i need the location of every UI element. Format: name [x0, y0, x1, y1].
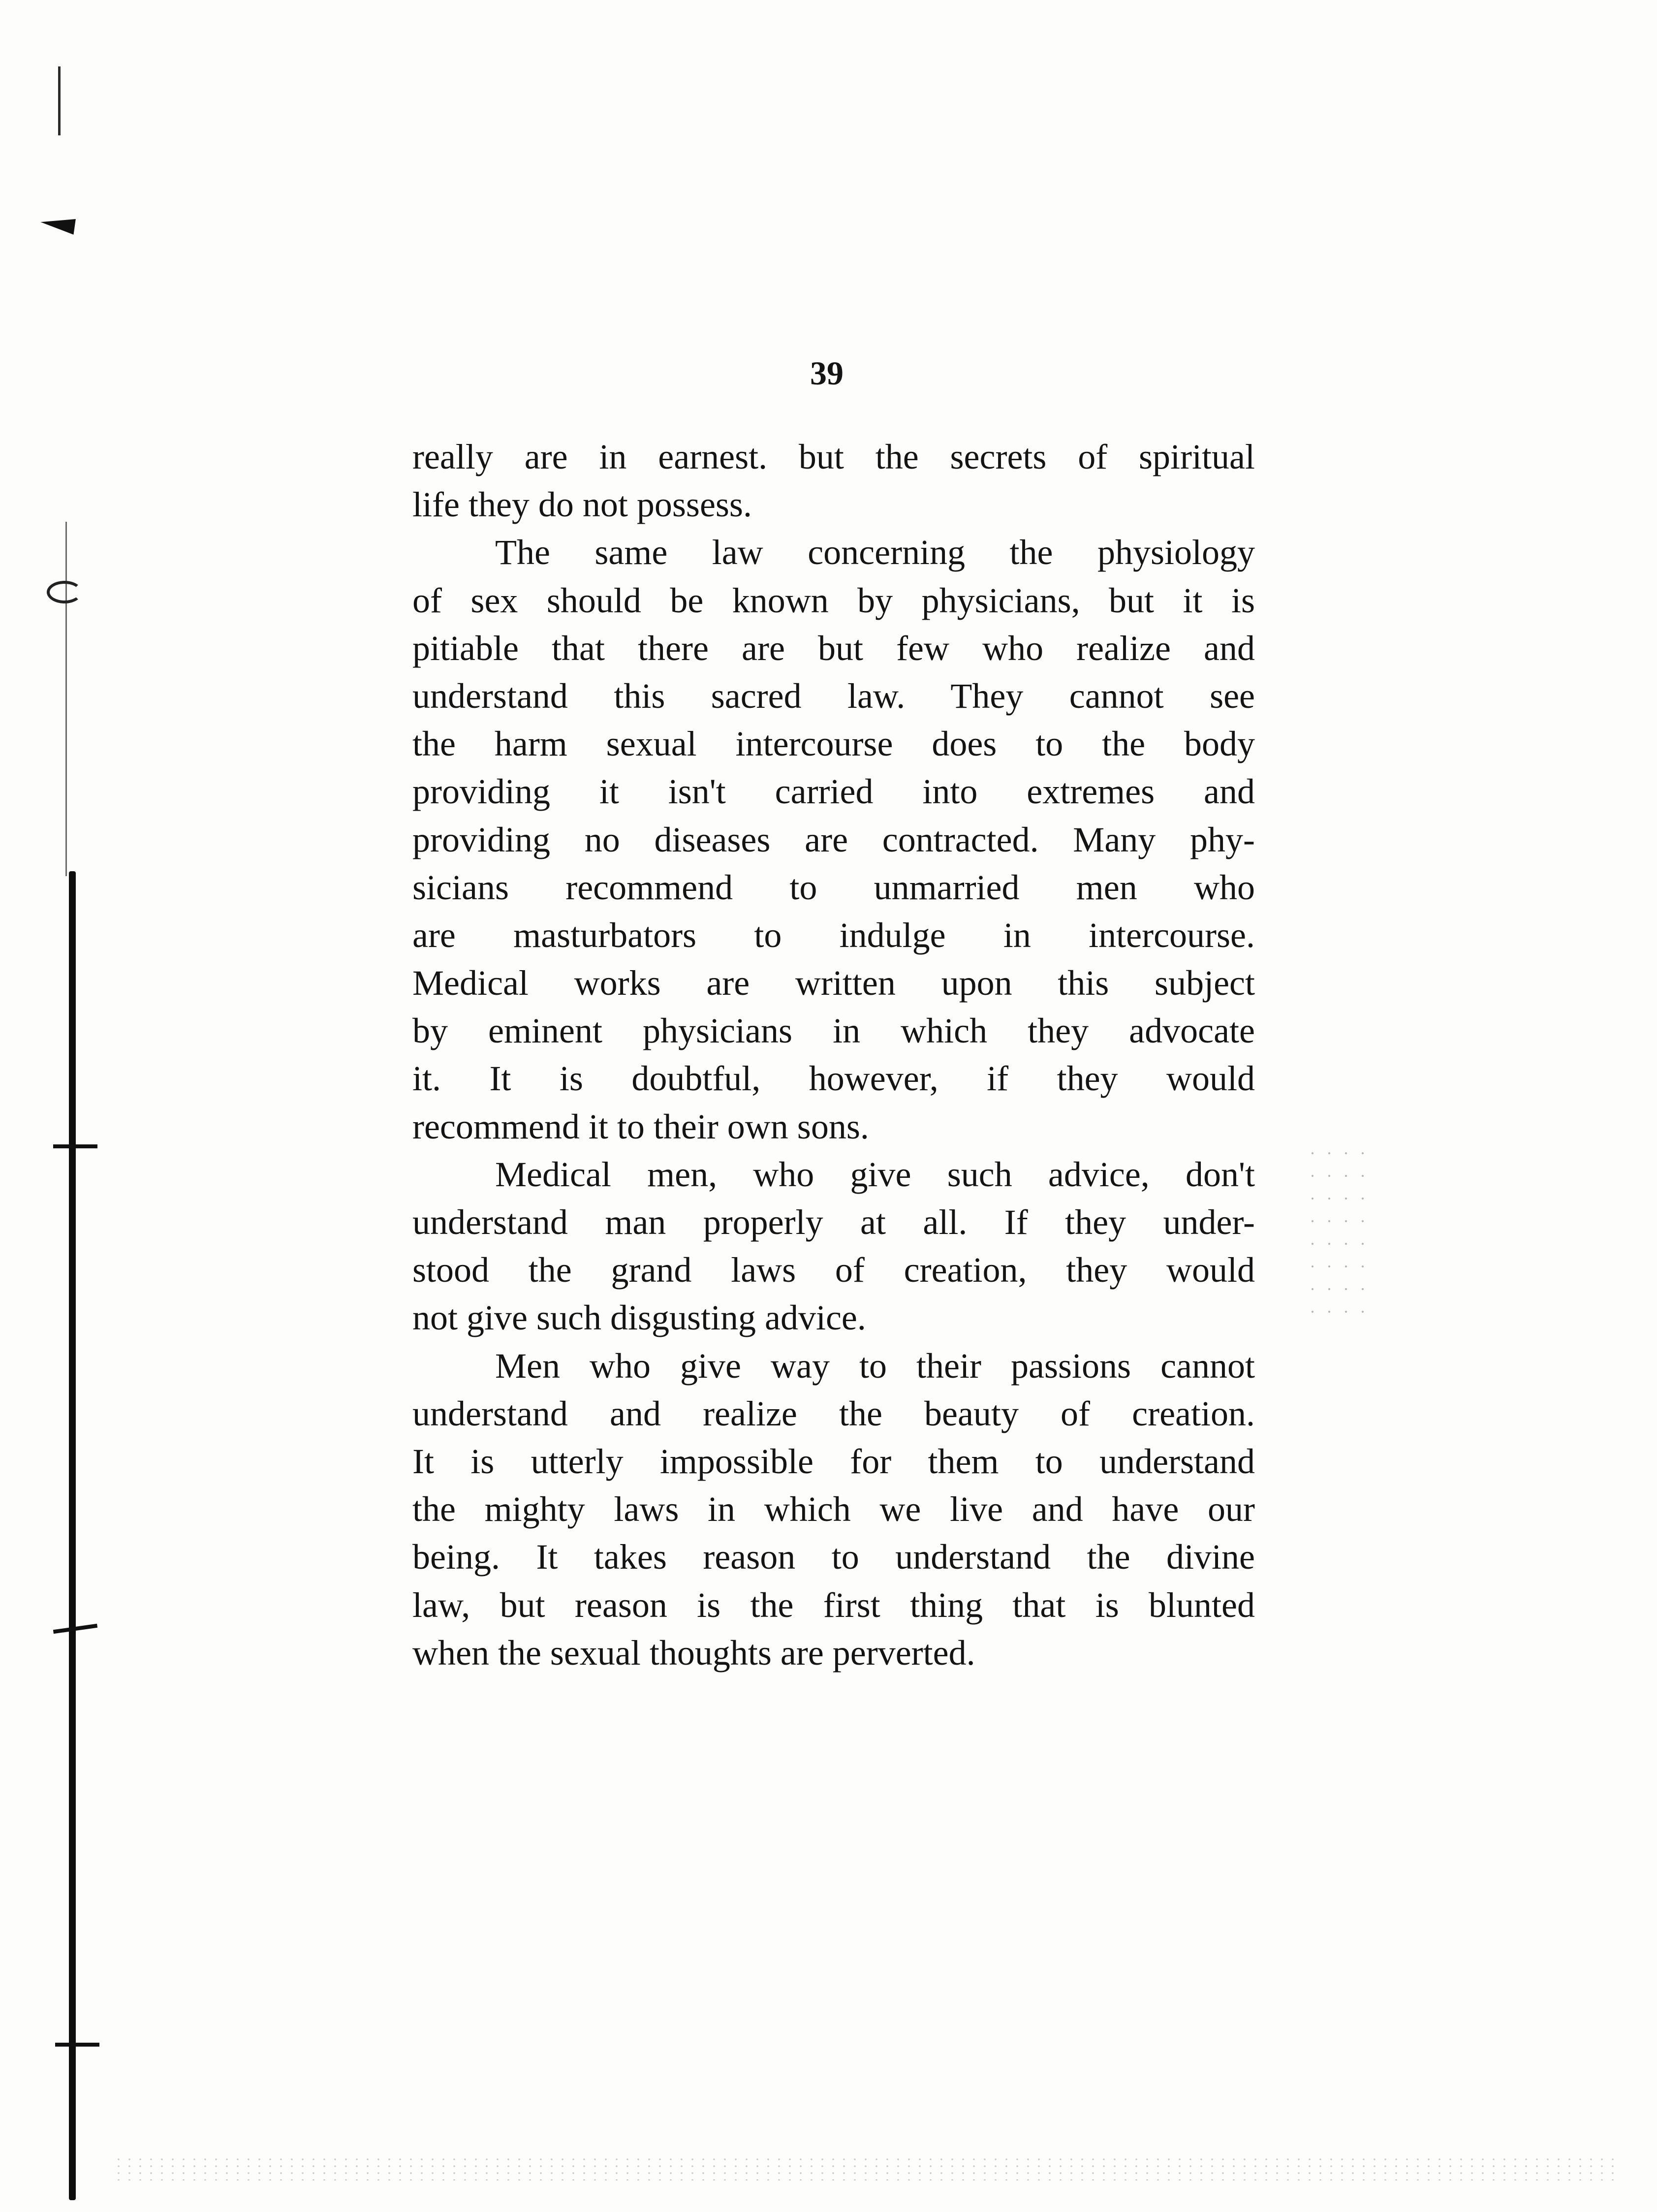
- text-line: it. It is doubtful, however, if they would: [412, 1059, 1255, 1099]
- text-line: It is utterly impossible for them to understand: [412, 1441, 1255, 1481]
- text-line: understand this sacred law. They cannot see: [412, 676, 1255, 716]
- text-line: pitiable that there are but few who realize and: [412, 628, 1255, 668]
- text-line: Medical works are written upon this subject: [412, 963, 1255, 1003]
- text-line: when the sexual thoughts are perverted.: [412, 1633, 975, 1673]
- paragraph: [412, 1342, 1255, 1677]
- body-text: [412, 433, 1255, 1677]
- text-line: being. It takes reason to understand the divine: [412, 1537, 1255, 1577]
- text-line: are masturbators to indulge in intercourse.: [412, 915, 1255, 955]
- text-line: of sex should be known by physicians, but it is: [412, 580, 1255, 620]
- paragraph: [412, 1151, 1255, 1342]
- text-line: life they do not possess.: [412, 485, 752, 525]
- text-line: Men who give way to their passions cannot: [495, 1346, 1255, 1386]
- text-line: really are in earnest. but the secrets of spiritual: [412, 437, 1255, 476]
- text-line: understand and realize the beauty of creation.: [412, 1393, 1255, 1433]
- text-line: not give such disgusting advice.: [412, 1298, 866, 1338]
- text-line: Medical men, who give such advice, don't: [495, 1154, 1255, 1194]
- text-line: The same law concerning the physiology: [495, 533, 1255, 572]
- binding-mark: [65, 522, 67, 876]
- text-line: sicians recommend to unmarried men who: [412, 867, 1255, 907]
- text-line: recommend it to their own sons.: [412, 1106, 869, 1146]
- scan-speckle: [113, 2156, 1614, 2180]
- binding-spine: [69, 871, 76, 2200]
- page-number: 39: [810, 354, 844, 392]
- text-line: the harm sexual intercourse does to the body: [412, 724, 1255, 764]
- binding-mark: [58, 66, 61, 135]
- text-line: the mighty laws in which we live and have our: [412, 1489, 1255, 1529]
- paragraph: [412, 529, 1255, 1150]
- text-line: stood the grand laws of creation, they would: [412, 1250, 1255, 1290]
- text-line: providing no diseases are contracted. Many phy-: [412, 820, 1255, 859]
- binding-hook-mark: [47, 581, 82, 603]
- text-line: providing it isn't carried into extremes and: [412, 772, 1255, 812]
- text-line: understand man properly at all. If they under-: [412, 1202, 1255, 1242]
- binding-cross-mark: [53, 1144, 97, 1148]
- binding-cross-mark: [55, 2043, 99, 2047]
- paragraph: [412, 433, 1255, 529]
- text-line: by eminent physicians in which they advocate: [412, 1011, 1255, 1051]
- binding-arrow-mark: [39, 214, 76, 234]
- text-line: law, but reason is the first thing that is blunted: [412, 1585, 1255, 1625]
- scan-speckle: [1304, 1142, 1378, 1319]
